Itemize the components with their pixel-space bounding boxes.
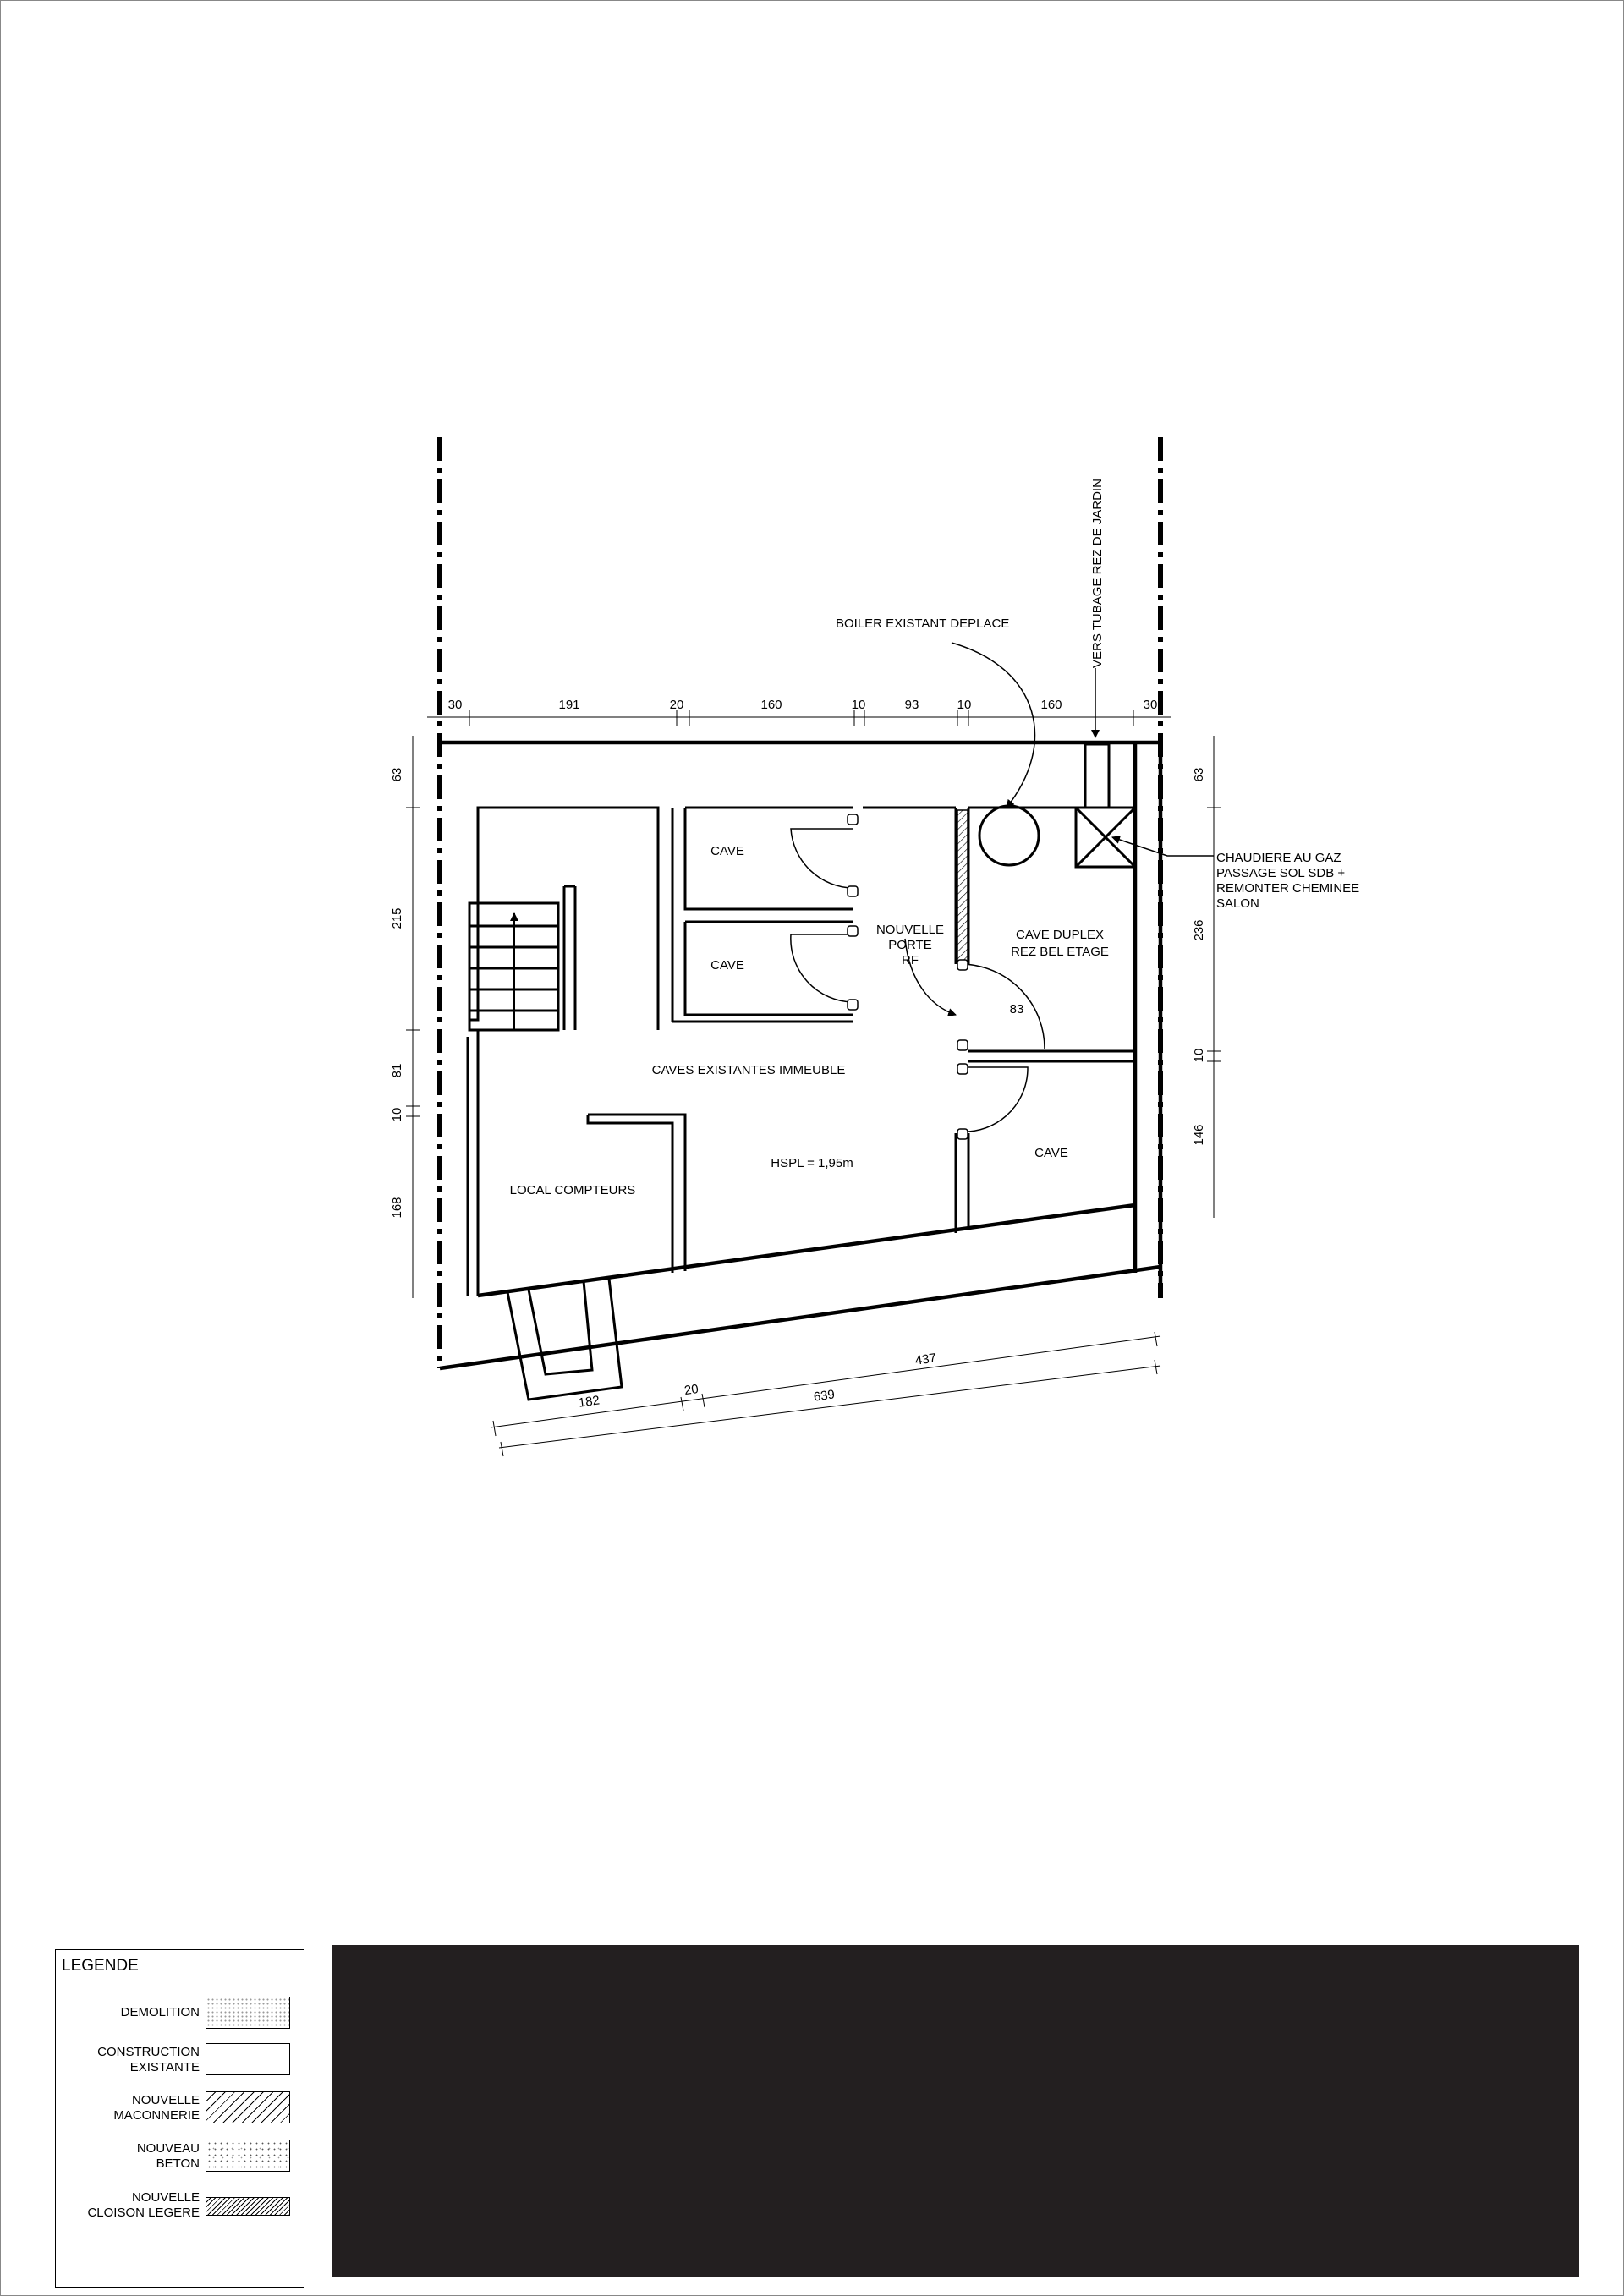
dim-right-3: 10 [1192,1048,1206,1063]
dim-left-3: 81 [390,1063,404,1078]
dim-left-5: 168 [390,1197,404,1219]
door-width-label: 83 [1009,1002,1024,1016]
legend-label [56,2141,200,2172]
dim-top-1: 30 [447,698,463,712]
annotation-chaudiere-2: PASSAGE SOL SDB + [1216,866,1346,880]
legend-label [56,2045,200,2075]
room-caves-existantes: CAVES EXISTANTES IMMEUBLE [651,1063,846,1077]
room-cave-duplex-1: CAVE DUPLEX [1016,928,1104,942]
annotation-chaudiere-1: CHAUDIERE AU GAZ [1216,851,1341,865]
door-swings [791,829,1045,1132]
outer-walls [440,743,1160,1368]
annotation-chaudiere-3: REMONTER CHEMINEE [1216,881,1360,896]
dim-bottom-3: 639 [812,1387,836,1405]
dim-right-1: 63 [1192,767,1206,782]
legend-label [56,2005,200,2020]
legend-swatch-cloison [206,2197,290,2216]
legend [55,1949,304,2288]
legend-label-line: NOUVEAU [136,2141,200,2156]
boiler [979,806,1039,865]
title-block [332,1945,1579,2277]
dimension-lines [406,710,1221,1456]
dim-left-2: 215 [390,907,404,929]
dim-top-4: 160 [760,698,782,712]
legend-swatch-demolition [206,1997,290,2029]
legend-label-line: DEMOLITION [120,2005,200,2019]
dim-top-5: 10 [851,698,866,712]
entrance-steps [508,1279,622,1400]
dim-top-6: 93 [904,698,919,712]
room-cave-right: CAVE [1034,1146,1068,1160]
dim-top-8: 160 [1040,698,1062,712]
dim-left-1: 63 [390,767,404,782]
legend-swatch-construction [206,2043,290,2075]
legend-label-line: CLOISON LEGERE [87,2206,200,2220]
legend-label-line: MACONNERIE [113,2108,200,2123]
new-partition [957,810,968,962]
dim-bottom-4: 437 [914,1351,937,1368]
door-jambs [848,814,968,1139]
label-nouvelle-porte-2: PORTE [888,938,932,952]
inner-walls [468,808,1135,1296]
annotation-chaudiere-4: SALON [1216,896,1259,911]
dim-top-2: 191 [558,698,580,712]
legend-swatch-maconnerie [206,2091,290,2123]
room-cave-top1: CAVE [710,844,744,858]
legend-swatch-beton [206,2140,290,2172]
staircase [469,886,575,1030]
legend-label-line: NOUVELLE [131,2093,200,2107]
dim-right-2: 236 [1192,919,1206,941]
dim-top-9: 30 [1143,698,1158,712]
label-nouvelle-porte-3: RF [902,953,919,967]
hspl-label: HSPL = 1,95m [771,1156,853,1170]
dimension-labels [390,698,1206,1411]
dim-bottom-1: 182 [577,1393,601,1411]
room-cave-duplex-2: REZ BEL ETAGE [1011,945,1109,959]
legend-label-line: EXISTANTE [129,2060,200,2074]
room-cave-top2: CAVE [710,958,744,973]
dim-left-4: 10 [390,1107,404,1122]
dim-bottom-2: 20 [683,1381,700,1399]
legend-label [56,2093,200,2123]
dim-top-7: 10 [957,698,972,712]
label-nouvelle-porte-1: NOUVELLE [875,923,945,937]
legend-label [56,2190,200,2221]
annotation-boiler: BOILER EXISTANT DEPLACE [836,616,1010,631]
annotation-tubage: VERS TUBAGE REZ DE JARDIN [1090,479,1105,668]
chaudiere-box [1076,744,1135,867]
legend-label-line: NOUVELLE [131,2190,200,2205]
room-local-compteurs: LOCAL COMPTEURS [509,1183,636,1197]
legend-title: LEGENDE [62,1957,139,1975]
dim-top-3: 20 [669,698,684,712]
legend-label-line: CONSTRUCTION [97,2045,200,2059]
dim-right-4: 146 [1192,1124,1206,1146]
legend-label-line: BETON [156,2156,200,2171]
